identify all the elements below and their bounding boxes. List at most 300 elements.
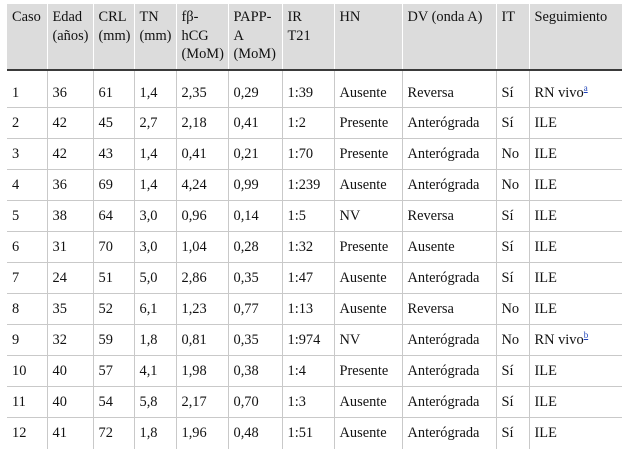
cell-value: RN vivo [534,331,584,348]
cell-it [496,170,529,201]
cell-value: 1,4 [139,145,158,162]
cell-caso [7,139,47,170]
cell-crl [93,108,134,139]
column-header-line: (mm) [139,27,172,44]
cell-edad [47,418,93,449]
cell-dv-onda-a [402,325,496,356]
column-header-hn [334,4,402,70]
table-body [7,70,622,449]
header-row [7,4,622,70]
cell-value: 72 [98,424,113,441]
column-header-line: HN [339,9,361,25]
cell-value: 57 [98,362,113,379]
cell-value: 1:47 [287,269,314,286]
column-header-line: IT [501,9,516,25]
footnote-link[interactable]: b [583,329,589,340]
cell-pappa [228,170,282,201]
column-header-pappa [228,4,282,70]
cell-value: 69 [98,176,113,193]
cell-value: 24 [52,269,67,286]
cell-ir-t21 [282,263,334,294]
cell-value: Sí [501,238,514,255]
cell-value: Sí [501,393,514,410]
cell-seguimiento [529,263,622,294]
cell-ir-t21 [282,201,334,232]
cell-value: 0,35 [233,331,259,348]
cell-tn [134,232,176,263]
column-header-it [496,4,529,70]
column-header-line: T21 [287,27,311,44]
cell-value: 1 [12,85,20,102]
cell-ir-t21 [282,70,334,108]
cell-seguimiento [529,108,622,139]
cell-hn [334,108,402,139]
cell-value: 4,1 [139,362,158,379]
cell-value: Anterógrada [407,362,480,379]
cell-value: Sí [501,269,514,286]
cell-value: 1,4 [139,176,158,193]
column-header-fbhcg [176,4,228,70]
cell-value: Anterógrada [407,176,480,193]
cell-value: 0,81 [181,331,207,348]
cell-value: 3,0 [139,238,158,255]
cell-caso [7,387,47,418]
cell-value: 0,48 [233,424,259,441]
table-row [7,139,622,170]
cell-value: 43 [98,145,113,162]
cell-value: ILE [534,269,557,286]
cell-value: 1,8 [139,331,158,348]
cell-seguimiento [529,387,622,418]
cell-value: 2,17 [181,393,207,410]
table-row [7,201,622,232]
cell-tn [134,139,176,170]
cell-it [496,356,529,387]
cell-value: Ausente [339,393,387,410]
cell-value: Presente [339,114,389,131]
cell-ir-t21 [282,418,334,449]
cell-seguimiento [529,201,622,232]
column-header-line: (años) [52,27,89,44]
cell-ir-t21 [282,325,334,356]
cell-value: ILE [534,176,557,193]
cell-value: 4,24 [181,176,207,193]
cell-pappa [228,201,282,232]
cell-value: ILE [534,114,557,131]
cell-value: 2 [12,114,20,131]
cell-caso [7,294,47,325]
cell-edad [47,263,93,294]
cell-hn [334,201,402,232]
cell-ir-t21 [282,170,334,201]
cell-pappa [228,108,282,139]
column-header-line: (MoM) [233,46,276,62]
column-header-line: CRL [98,9,127,25]
table-row [7,170,622,201]
cell-edad [47,201,93,232]
cell-value: 41 [52,424,67,441]
cell-pappa [228,232,282,263]
cell-value: ILE [534,300,557,317]
cell-value: No [501,176,520,193]
cell-value: ILE [534,145,557,162]
cell-crl [93,387,134,418]
cell-value: 1:70 [287,145,314,162]
cell-value: 5,0 [139,269,158,286]
cell-caso [7,356,47,387]
cell-value: ILE [534,362,557,379]
cell-crl [93,356,134,387]
column-header-dv-onda-a [402,4,496,70]
column-header-line: (MoM) [181,46,224,62]
cell-tn [134,325,176,356]
cell-tn [134,356,176,387]
cell-value: Presente [339,145,389,162]
cell-value: 0,38 [233,362,259,379]
cell-pappa [228,294,282,325]
cell-fbhcg [176,263,228,294]
cell-value: 0,70 [233,393,259,410]
cell-value: 5,8 [139,393,158,410]
cell-value: 35 [52,300,67,317]
cell-value: 52 [98,300,113,317]
cell-fbhcg [176,139,228,170]
cell-value: 1,98 [181,362,207,379]
cell-dv-onda-a [402,294,496,325]
cell-value: 1:32 [287,238,314,255]
cell-edad [47,139,93,170]
cell-value: 42 [52,145,67,162]
column-header-line: PAPP- [233,9,272,25]
cell-crl [93,201,134,232]
cell-value: 45 [98,114,113,131]
cell-value: 1:13 [287,300,314,317]
cell-it [496,70,529,108]
cell-value: 0,96 [181,207,207,224]
cell-value: 2,18 [181,114,207,131]
cell-tn [134,387,176,418]
results-table [7,4,622,449]
column-header-line: A [233,27,244,44]
cell-value: 36 [52,176,67,193]
column-header-ir-t21 [282,4,334,70]
cell-value: 1:974 [287,331,321,348]
cell-value: 0,28 [233,238,259,255]
table-row [7,325,622,356]
cell-hn [334,387,402,418]
cell-crl [93,325,134,356]
cell-caso [7,263,47,294]
cell-value: NV [339,331,361,348]
cell-value: 59 [98,331,113,348]
cell-value: Reversa [407,85,454,102]
cell-value: Reversa [407,300,454,317]
cell-value: 1:4 [287,362,306,379]
cell-value: 1:51 [287,424,314,441]
cell-value: 0,21 [233,145,259,162]
cell-seguimiento [529,294,622,325]
cell-hn [334,263,402,294]
column-header-crl [93,4,134,70]
cell-value: 1:2 [287,114,306,131]
cell-value: 11 [12,393,26,410]
cell-it [496,387,529,418]
cell-crl [93,263,134,294]
cell-crl [93,294,134,325]
cell-edad [47,108,93,139]
table-row [7,232,622,263]
cell-caso [7,108,47,139]
cell-dv-onda-a [402,356,496,387]
cell-ir-t21 [282,294,334,325]
cell-fbhcg [176,232,228,263]
cell-value: 38 [52,207,67,224]
cell-caso [7,232,47,263]
cell-seguimiento [529,170,622,201]
cell-value: 1:5 [287,207,306,224]
cell-it [496,418,529,449]
cell-tn [134,263,176,294]
cell-value: 70 [98,238,113,255]
cell-value: 1,4 [139,85,158,102]
column-header-tn [134,4,176,70]
cell-value: RN vivo [534,85,584,102]
cell-value: 1,96 [181,424,207,441]
cell-value: 40 [52,362,67,379]
cell-pappa [228,263,282,294]
cell-value: 1:239 [287,176,321,193]
cell-ir-t21 [282,232,334,263]
cell-value: Ausente [339,176,387,193]
cell-hn [334,70,402,108]
cell-dv-onda-a [402,170,496,201]
column-header-caso [7,4,47,70]
cell-pappa [228,418,282,449]
cell-value: 64 [98,207,113,224]
column-header-line: DV (onda A) [407,9,483,25]
cell-dv-onda-a [402,232,496,263]
cell-dv-onda-a [402,108,496,139]
cell-value: Ausente [339,424,387,441]
cell-hn [334,294,402,325]
cell-dv-onda-a [402,201,496,232]
cell-tn [134,70,176,108]
cell-fbhcg [176,294,228,325]
cell-pappa [228,70,282,108]
footnote-marker [584,83,588,93]
cell-value: Sí [501,424,514,441]
cell-value: Ausente [407,238,455,255]
cell-value: 61 [98,85,113,102]
cell-value: 42 [52,114,67,131]
cell-pappa [228,325,282,356]
column-header-seguimiento [529,4,622,70]
cell-dv-onda-a [402,418,496,449]
cell-seguimiento [529,325,622,356]
cell-fbhcg [176,201,228,232]
cell-it [496,201,529,232]
cell-value: Presente [339,238,389,255]
cell-value: 1,04 [181,238,207,255]
cell-value: 1:39 [287,85,314,102]
cell-value: Anterógrada [407,145,480,162]
cell-dv-onda-a [402,139,496,170]
cell-value: 31 [52,238,67,255]
cell-value: Presente [339,362,389,379]
cell-value: Sí [501,85,514,102]
cell-value: Anterógrada [407,331,480,348]
cell-value: 2,86 [181,269,207,286]
cell-value: 0,29 [233,85,259,102]
table-header [7,4,622,70]
cell-seguimiento [529,139,622,170]
cell-hn [334,325,402,356]
cell-edad [47,70,93,108]
cell-crl [93,418,134,449]
cell-value: 54 [98,393,113,410]
cell-hn [334,418,402,449]
cell-it [496,294,529,325]
cell-edad [47,387,93,418]
cell-hn [334,356,402,387]
cell-tn [134,418,176,449]
cell-value: ILE [534,238,557,255]
cell-hn [334,139,402,170]
cell-value: 10 [12,362,27,379]
cell-tn [134,108,176,139]
cell-pappa [228,139,282,170]
cell-ir-t21 [282,108,334,139]
cell-tn [134,294,176,325]
cell-value: Reversa [407,207,454,224]
cell-value: ILE [534,424,557,441]
cell-value: 6 [12,238,20,255]
cell-value: 2,7 [139,114,158,131]
cell-value: Sí [501,114,514,131]
table-row [7,108,622,139]
results-table-container [7,4,622,449]
cell-value: Anterógrada [407,393,480,410]
cell-value: 8 [12,300,20,317]
cell-value: 3,0 [139,207,158,224]
cell-value: 7 [12,269,20,286]
column-header-line: (mm) [98,27,131,44]
cell-pappa [228,387,282,418]
cell-value: Ausente [339,300,387,317]
cell-fbhcg [176,387,228,418]
cell-pappa [228,356,282,387]
cell-fbhcg [176,356,228,387]
cell-value: No [501,145,520,162]
footnote-link[interactable]: a [583,83,588,94]
cell-edad [47,356,93,387]
cell-crl [93,170,134,201]
footnote-marker [584,330,589,340]
cell-ir-t21 [282,139,334,170]
cell-crl [93,232,134,263]
table-row [7,70,622,108]
cell-hn [334,232,402,263]
cell-it [496,108,529,139]
cell-value: 0,41 [233,114,259,131]
cell-edad [47,325,93,356]
cell-crl [93,70,134,108]
cell-fbhcg [176,325,228,356]
cell-caso [7,70,47,108]
cell-it [496,139,529,170]
cell-value: 0,14 [233,207,259,224]
column-header-line: TN [139,9,159,25]
table-row [7,387,622,418]
cell-caso [7,325,47,356]
table-row [7,356,622,387]
cell-value: Anterógrada [407,424,480,441]
cell-tn [134,201,176,232]
cell-edad [47,294,93,325]
cell-value: 0,41 [181,145,207,162]
cell-value: Ausente [339,269,387,286]
cell-fbhcg [176,108,228,139]
table-row [7,294,622,325]
column-header-line: Edad [52,9,83,25]
cell-value: 1:3 [287,393,306,410]
cell-value: 32 [52,331,67,348]
table-row [7,418,622,449]
cell-value: 0,77 [233,300,259,317]
cell-dv-onda-a [402,387,496,418]
cell-seguimiento [529,356,622,387]
cell-edad [47,170,93,201]
cell-it [496,263,529,294]
cell-dv-onda-a [402,263,496,294]
cell-value: 1,8 [139,424,158,441]
cell-caso [7,418,47,449]
cell-value: 9 [12,331,20,348]
cell-value: 51 [98,269,113,286]
column-header-line: fβ-hCG [181,9,209,44]
cell-seguimiento [529,418,622,449]
cell-edad [47,232,93,263]
cell-value: No [501,300,520,317]
cell-value: ILE [534,393,557,410]
cell-value: Anterógrada [407,114,480,131]
cell-ir-t21 [282,387,334,418]
cell-value: 2,35 [181,85,207,102]
cell-value: 40 [52,393,67,410]
cell-seguimiento [529,70,622,108]
table-row [7,263,622,294]
cell-value: 5 [12,207,20,224]
cell-crl [93,139,134,170]
cell-it [496,232,529,263]
cell-value: 0,99 [233,176,259,193]
cell-dv-onda-a [402,70,496,108]
column-header-line: Seguimiento [534,9,608,25]
cell-ir-t21 [282,356,334,387]
cell-value: 12 [12,424,27,441]
column-header-line: IR [287,9,302,25]
cell-value: ILE [534,207,557,224]
cell-value: 0,35 [233,269,259,286]
cell-fbhcg [176,170,228,201]
cell-tn [134,170,176,201]
cell-value: 6,1 [139,300,158,317]
cell-seguimiento [529,232,622,263]
cell-hn [334,170,402,201]
cell-value: No [501,331,520,348]
cell-value: Anterógrada [407,269,480,286]
cell-value: 4 [12,176,20,193]
